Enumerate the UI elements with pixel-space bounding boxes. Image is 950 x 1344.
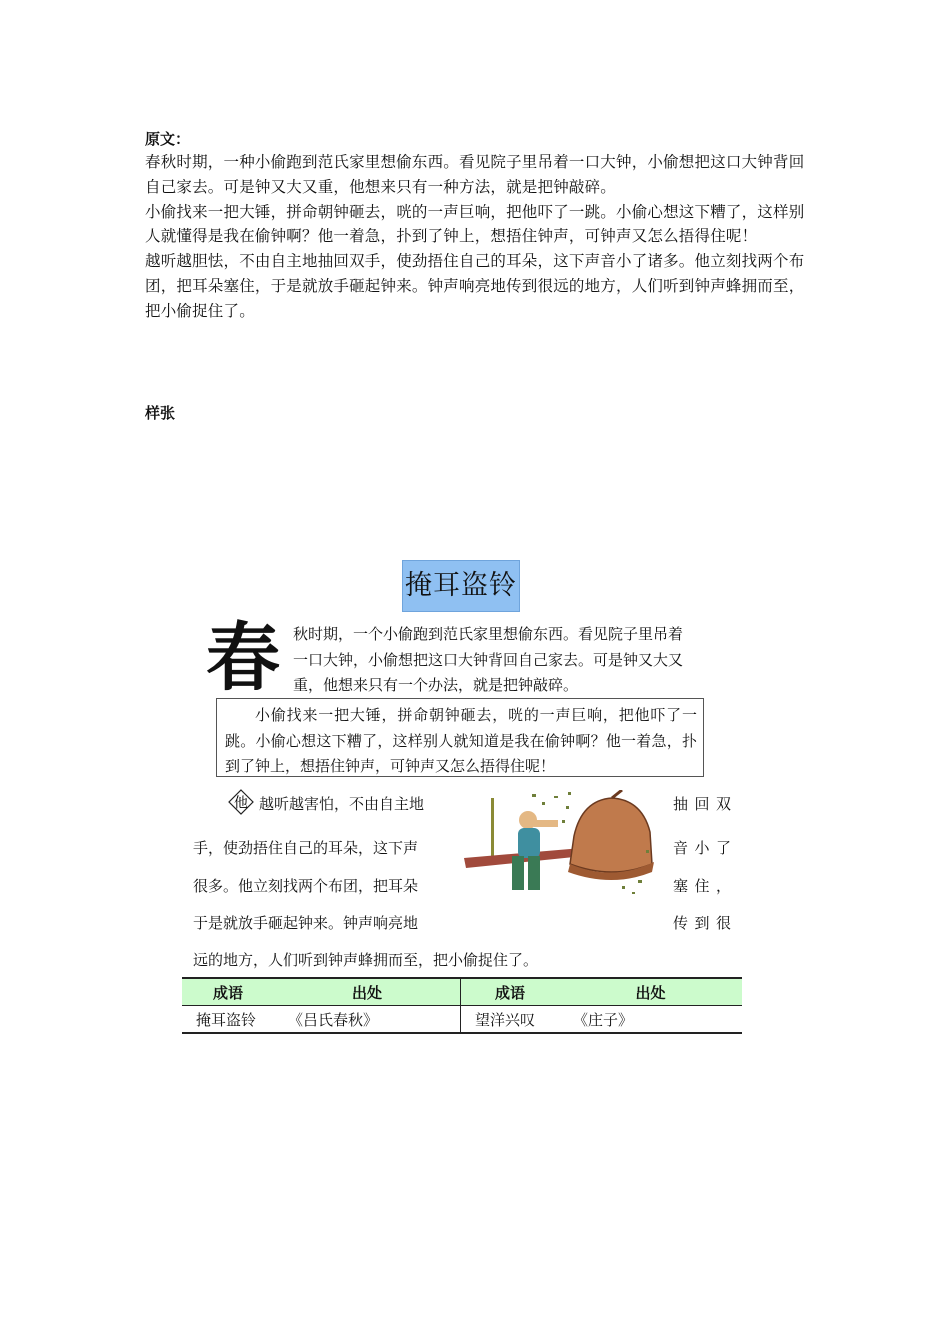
original-paragraph-1: 春秋时期，一种小偷跑到范氏家里想偷东西。看见院子里吊着一口大钟，小偷想把这口大钟背回自己家去。可是钟又大又重，他想来只有一种方法，就是把钟敲碎。 — [145, 153, 805, 196]
table-cell: 《吕氏春秋》 — [274, 1006, 461, 1034]
sample-paragraph-2-bordered — [216, 698, 704, 777]
original-text-heading: 原文： — [145, 130, 191, 148]
wrap-line-left: 于是就放手砸起钟来。钟声响亮地 — [193, 914, 419, 932]
paragraph-3-last-line: 远的地方，人们听到钟声蜂拥而至，把小偷捉住了。 — [193, 951, 539, 969]
wrap-line-left: 越听越害怕，不由自主地 — [259, 795, 425, 813]
table-header: 出处 — [559, 978, 742, 1006]
idiom-table — [182, 977, 742, 1034]
diamond-char: 他 — [234, 795, 248, 812]
thief-and-bell-illustration — [462, 790, 662, 914]
drop-cap: 春 — [206, 615, 280, 701]
table-header: 成语 — [461, 978, 560, 1006]
table-cell: 掩耳盗铃 — [182, 1006, 274, 1034]
original-text — [145, 150, 810, 324]
diamond-enclosed-char — [228, 789, 254, 815]
wrap-line-right: 塞住， — [673, 877, 731, 895]
wrap-line-right: 音小了 — [673, 839, 731, 857]
paragraph-text: 小偷找来一把大锤，拼命朝钟砸去，咣的一声巨响，把他吓了一跳。小偷心想这下糟了，这样别人就知道是我在偷钟啊？他一着急，扑到了钟上，想捂住钟声，可钟声又怎么捂得住呢！ — [225, 706, 697, 775]
table-row — [182, 1006, 742, 1034]
wrap-line-right: 抽回双 — [673, 795, 731, 813]
table-header: 出处 — [274, 978, 461, 1006]
original-paragraph-2: 小偷找来一把大锤，拼命朝钟砸去，咣的一声巨响，把他吓了一跳。小偷心想这下糟了，这样别人就懂得是我在偷钟啊？他一着急，扑到了钟上，想捂住钟声，可钟声又怎么捂得住呢！ — [145, 202, 805, 246]
wrap-line-left: 很多。他立刻找两个布团，把耳朵 — [193, 877, 419, 895]
table-header: 成语 — [182, 978, 274, 1006]
paragraph-line: 一口大钟，小偷想把这口大钟背回自己家去。可是钟又大又 — [293, 650, 684, 669]
sample-paragraph-1 — [293, 622, 733, 699]
wrap-line-right: 传到很 — [673, 914, 731, 932]
sample-title: 掩耳盗铃 — [402, 560, 520, 612]
wrap-line-left: 手，使劲捂住自己的耳朵，这下声 — [193, 839, 419, 857]
table-cell: 《庄子》 — [559, 1006, 742, 1034]
table-cell: 望洋兴叹 — [461, 1006, 560, 1034]
sample-heading: 样张 — [145, 404, 176, 422]
paragraph-line: 重，他想来只有一个办法，就是把钟敲碎。 — [293, 676, 579, 694]
diamond-frame-icon — [228, 789, 254, 815]
paragraph-line: 秋时期，一个小偷跑到范氏家里想偷东西。看见院子里吊着 — [293, 625, 684, 643]
table-header-row — [182, 978, 742, 1006]
original-paragraph-3: 越听越胆怯，不由自主地抽回双手，使劲捂住自己的耳朵，这下声音小了诸多。他立刻找两个布团，把耳朵塞住，于是就放手砸起钟来。钟声响亮地传到很远的地方，人们听到钟声蜂拥而至，把小偷捉住了。 — [145, 252, 805, 320]
